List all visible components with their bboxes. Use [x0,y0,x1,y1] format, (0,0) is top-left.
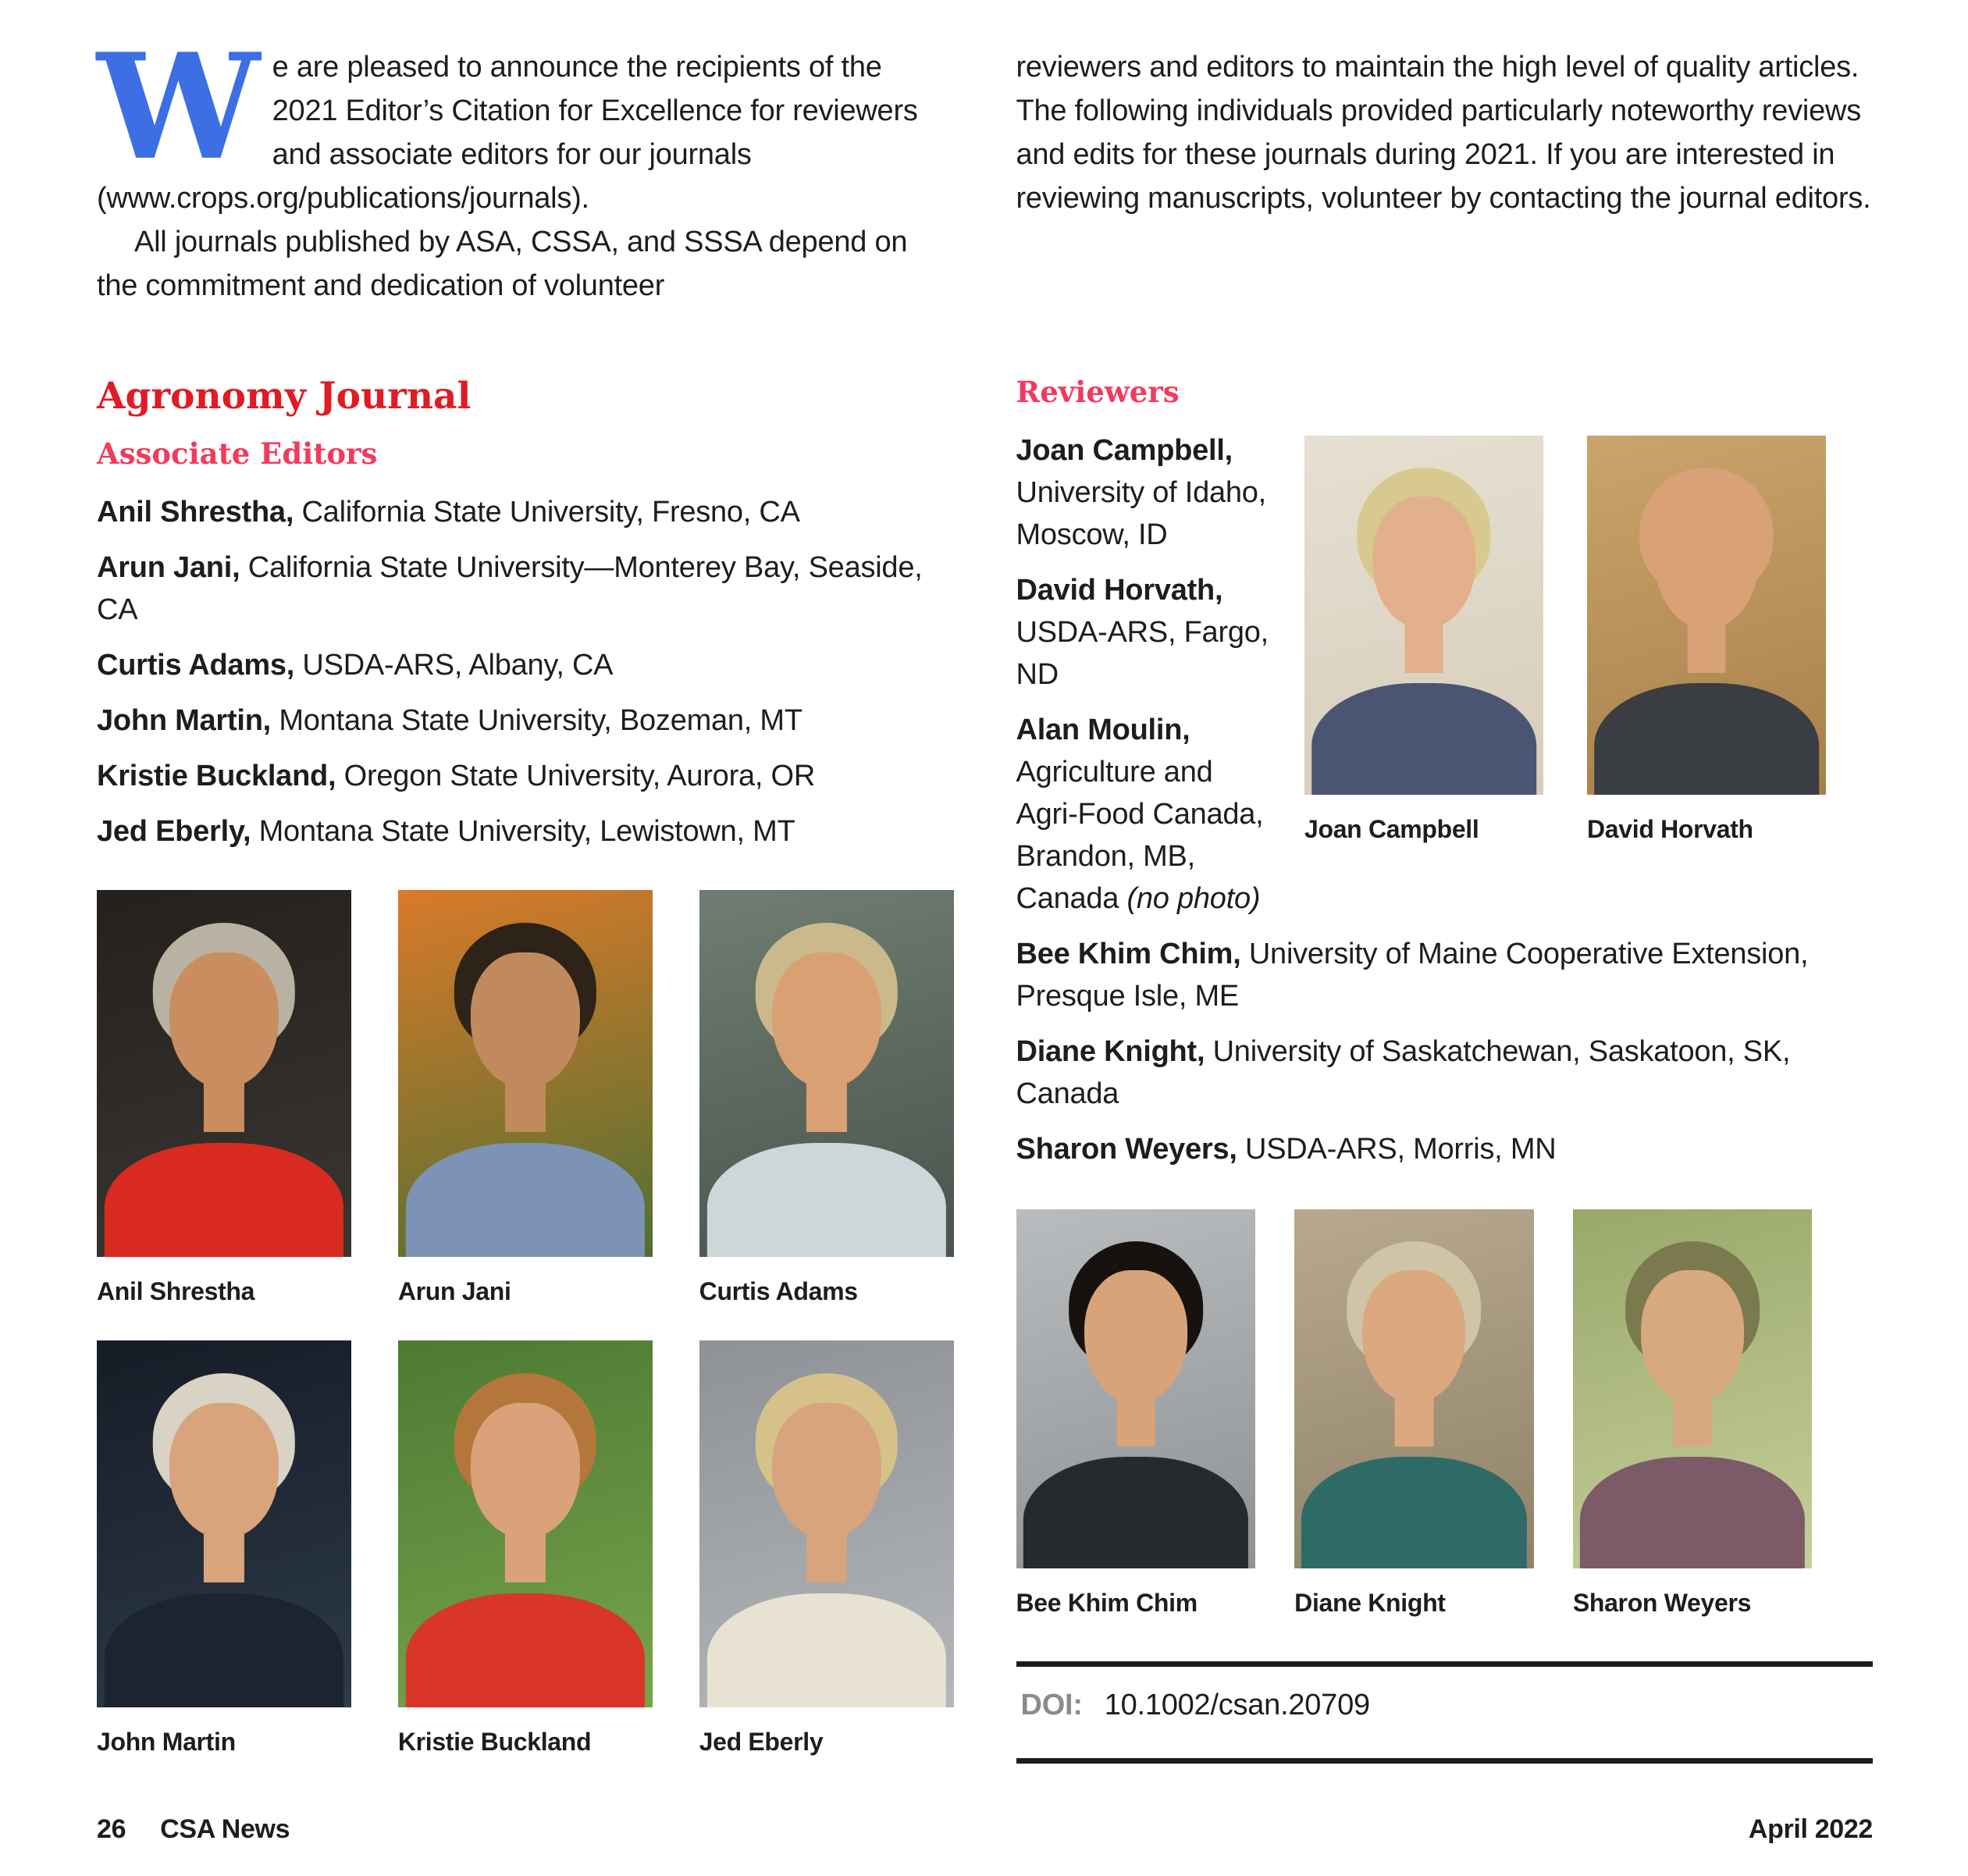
torso-shape [1023,1457,1248,1568]
portrait-photo [398,1340,653,1707]
reviewer-name: Alan Moulin, [1016,714,1190,746]
editor-affiliation: California State University, Fresno, CA [301,496,800,529]
editor-entry [97,491,954,533]
face-shape [772,952,881,1088]
editor-affiliation: USDA-ARS, Albany, CA [302,649,614,682]
editor-name: Jed Eberly, [97,815,251,848]
face-shape [1363,1270,1466,1403]
reviewer-photos-bottom [1016,1209,1813,1618]
portrait-figure [97,1340,351,1757]
reviewer-entry [1016,1128,1874,1170]
doi-line [1016,1661,1874,1764]
reviewer-affiliation: University of Saskatchewan, Saskatoon, SK, Canada [1016,1035,1791,1110]
issue-date: April 2022 [1748,1814,1873,1844]
reviewer-name: Joan Campbell, [1016,434,1233,467]
portrait-photo [1573,1209,1813,1568]
editor-name: Arun Jani, [97,551,240,584]
photo-caption: Sharon Weyers [1572,1589,1752,1617]
portrait-photo [699,1340,954,1707]
reviewer-photos-top [1304,436,1826,844]
face-shape [471,952,580,1088]
reviewers-heading: Reviewers [1016,375,1180,409]
editor-affiliation: California State University—Monterey Bay, Seaside, CA [97,551,923,626]
torso-shape [105,1143,343,1257]
page-number: 26 [97,1814,126,1844]
face-shape [1084,1270,1187,1403]
reviewer-affiliation: University of Maine Cooperative Extension, Presque Isle, ME [1016,938,1809,1013]
portrait-figure [1016,1209,1256,1618]
reviewer-name: Sharon Weyers, [1016,1133,1237,1166]
reviewer-name: Bee Khim Chim, [1016,938,1241,970]
editor-entry [97,810,954,853]
portrait-figure [398,1340,653,1757]
drop-cap: W [97,21,260,192]
photo-caption: Diane Knight [1294,1589,1446,1617]
portrait-figure [97,890,351,1306]
face-shape [772,1403,881,1539]
photo-caption: Arun Jani [397,1277,511,1305]
photo-caption: Joan Campbell [1304,815,1479,843]
face-shape [1641,1270,1744,1403]
torso-shape [1580,1457,1805,1568]
portrait-figure [398,890,653,1306]
portrait-figure [699,890,954,1306]
face-shape [169,1403,279,1539]
torso-shape [1594,683,1819,795]
doi-label: DOI: [1020,1689,1083,1721]
photo-caption: Kristie Buckland [397,1728,592,1756]
publication-name: CSA News [160,1814,290,1844]
doi-value: 10.1002/csan.20709 [1104,1689,1370,1721]
intro-right-column [1016,45,1874,308]
portrait-figure [1294,1209,1534,1618]
face-shape [1655,497,1758,629]
portrait-figure [1304,436,1543,844]
intro-paragraph-2: All journals published by ASA, CSSA, and SSSA depend on the commitment and dedication of volunteer [97,226,908,302]
reviewer-entry [1016,1031,1874,1115]
editor-name: Curtis Adams, [97,649,295,682]
editor-affiliation: Montana State University, Bozeman, MT [279,704,803,737]
reviewer-affiliation: Agriculture and Agri-Food Canada, Brandon, MB, Canada [1016,756,1264,915]
editor-name: John Martin, [97,704,272,737]
portrait-figure [699,1340,954,1757]
torso-shape [1301,1457,1526,1568]
reviewer-affiliation: University of Idaho, Moscow, ID [1016,476,1266,551]
editor-entry [97,644,954,686]
intro-text-1: e are pleased to announce the recipients of the 2021 Editor’s Citation for Excellence for reviewers and associate editors for our journals (www.crops.org/publications/journals). [97,51,918,215]
photo-caption: Bee Khim Chim [1016,1589,1198,1617]
portrait-photo [1587,436,1826,795]
editor-affiliation: Oregon State University, Aurora, OR [343,760,816,792]
torso-shape [706,1143,945,1257]
photo-caption: John Martin [97,1728,236,1756]
face-shape [471,1403,580,1539]
page-footer [97,1814,1873,1845]
portrait-photo [1016,1209,1256,1568]
editor-name: Anil Shrestha, [97,496,294,529]
reviewer-name: David Horvath, [1016,574,1223,607]
portrait-photo [97,1340,351,1707]
footer-left [97,1814,290,1845]
journal-title: Agronomy Journal [97,375,472,418]
agronomy-journal-section [97,375,954,1764]
reviewer-name: Diane Knight, [1016,1035,1205,1068]
intro-section [97,21,1873,308]
intro-left-column [97,21,954,308]
portrait-figure [1573,1209,1813,1618]
face-shape [169,952,279,1088]
editor-entry [97,755,954,797]
intro-paragraph-3: reviewers and editors to maintain the high level of quality articles. The following individuals provided particularly noteworthy reviews and edits for these journals during 2021. If you are interested in reviewing manuscripts, volunteer by contacting the journal editors. [1016,51,1871,215]
torso-shape [706,1593,945,1707]
no-photo-note: (no photo) [1126,882,1261,915]
portrait-figure [1587,436,1826,844]
photo-caption: Jed Eberly [699,1728,824,1756]
torso-shape [105,1593,343,1707]
reviewer-affiliation: USDA-ARS, Morris, MN [1245,1133,1557,1166]
editor-affiliation: Montana State University, Lewistown, MT [258,815,795,848]
photo-caption: David Horvath [1587,815,1753,843]
intro-paragraph-1 [97,21,954,220]
associate-editors-heading: Associate Editors [97,436,378,471]
reviewers-section [1016,375,1874,1764]
photo-caption: Anil Shrestha [97,1277,255,1305]
editor-entry [97,699,954,742]
editor-name: Kristie Buckland, [97,760,336,792]
portrait-photo [398,890,653,1257]
editor-entry [97,546,954,631]
portrait-photo [1304,436,1543,795]
torso-shape [406,1593,645,1707]
photo-caption: Curtis Adams [699,1277,858,1305]
face-shape [1372,497,1475,629]
main-content [97,375,1873,1764]
reviewer-entry [1016,933,1874,1017]
portrait-photo [1294,1209,1534,1568]
portrait-photo [699,890,954,1257]
torso-shape [1311,683,1536,795]
torso-shape [406,1143,645,1257]
editor-photo-grid [97,890,954,1757]
portrait-photo [97,890,351,1257]
reviewer-affiliation: USDA-ARS, Fargo, ND [1016,616,1269,691]
